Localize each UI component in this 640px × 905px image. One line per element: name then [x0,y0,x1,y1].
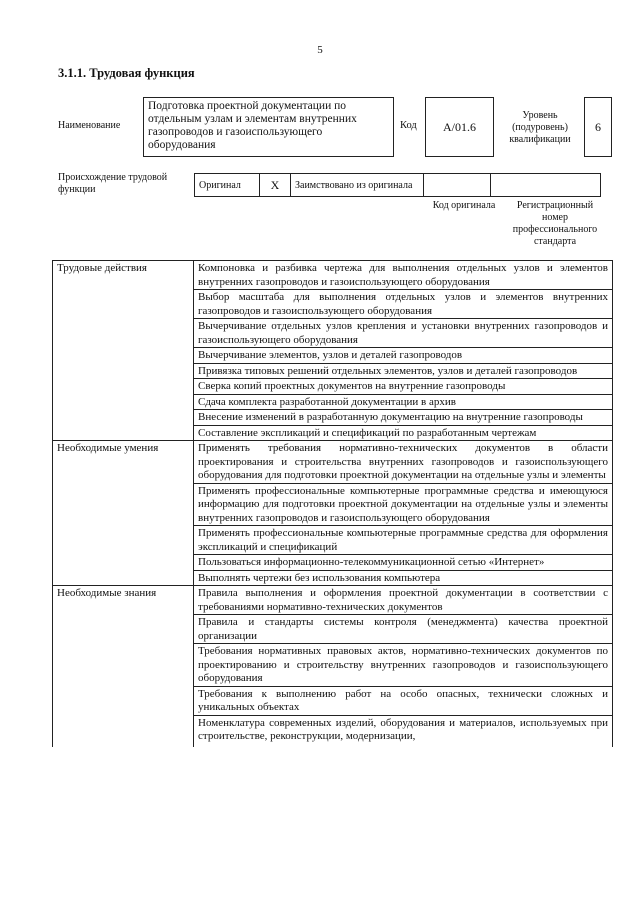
borrowed-label: Заимствовано из оригинала [291,174,424,197]
level-label: Уровень (подуровень) квалификации [509,110,571,145]
section-item: Номенклатура современных изделий, оборудования и материалов, используемых при строительстве, реконструкции, модернизации, [194,715,613,747]
section-item: Вычерчивание элементов, узлов и деталей газопроводов [194,348,613,364]
section-item: Правила выполнения и оформления проектной документации в соответствии с требованиями нормативно-технических документов [194,586,613,615]
section-category: Трудовые действия [53,261,194,441]
page-number: 5 [317,44,323,56]
section-item: Составление экспликаций и спецификаций по разработанным чертежам [194,425,613,441]
name-label: Наименование [58,120,121,131]
section-item: Сдача комплекта разработанной документации в архив [194,394,613,410]
section-category: Необходимые умения [53,441,194,586]
reg-number-label: Регистрационный номер профессионального стандарта [512,200,598,247]
section-item: Выбор масштаба для выполнения отдельных узлов и элементов внутренних газопроводов и газоиспользующего оборудования [194,290,613,319]
section-item: Применять профессиональные компьютерные программные средства и имеющуюся информацию для подготовки проектной документации на отдельные узлы и элементы внутренних газопроводов и газоиспользующего оборудования [194,483,613,526]
section-item: Применять требования нормативно-технических документов в области проектирования и строительства внутренних газопроводов и газоиспользующего оборудования для подготовки проектной документации на отдельные узлы и элементы [194,441,613,484]
reg-number-cell [491,174,601,197]
section-item: Требования нормативных правовых актов, нормативно-технических документов по проектированию и строительству внутренних газопроводов и газоиспользующего оборудования [194,644,613,687]
section-item: Сверка копий проектных документов на внутренние газопроводы [194,379,613,395]
code-original-label: Код оригинала [432,200,496,211]
section-category: Необходимые знания [53,586,194,747]
section-item: Пользоваться информационно-телекоммуникационной сетью «Интернет» [194,555,613,571]
section-item: Применять профессиональные компьютерные программные средства для оформления экспликаций и спецификаций [194,526,613,555]
level-field: 6 [584,97,612,157]
section-item: Привязка типовых решений отдельных элементов, узлов и деталей газопроводов [194,363,613,379]
function-name-field: Подготовка проектной документации по отдельным узлам и элементам внутренних газопроводов и газоиспользующего оборудования [143,97,394,157]
code-original-cell [424,174,491,197]
table-row [53,261,613,290]
original-label: Оригинал [195,174,260,197]
function-details-table [52,260,613,747]
section-item: Компоновка и разбивка чертежа для выполнения отдельных узлов и элементов внутренних газопроводов и газоиспользующего оборудования [194,261,613,290]
code-label: Код [400,120,417,131]
section-heading: 3.1.1. Трудовая функция [58,66,195,80]
section-item: Правила и стандарты системы контроля (менеджмента) качества проектной организации [194,615,613,644]
section-item: Выполнять чертежи без использования компьютера [194,570,613,586]
code-field: A/01.6 [425,97,494,157]
table-row [53,586,613,615]
section-item: Внесение изменений в разработанную документацию на внутренние газопроводы [194,410,613,426]
section-item: Требования к выполнению работ на особо опасных, технически сложных и уникальных объектах [194,686,613,715]
origin-label: Происхождение трудовой функции [58,172,168,195]
origin-table [194,173,601,197]
section-item: Вычерчивание отдельных узлов крепления и установки внутренних газопроводов и газоиспользующего оборудования [194,319,613,348]
table-row [53,441,613,484]
original-mark: X [260,174,291,197]
